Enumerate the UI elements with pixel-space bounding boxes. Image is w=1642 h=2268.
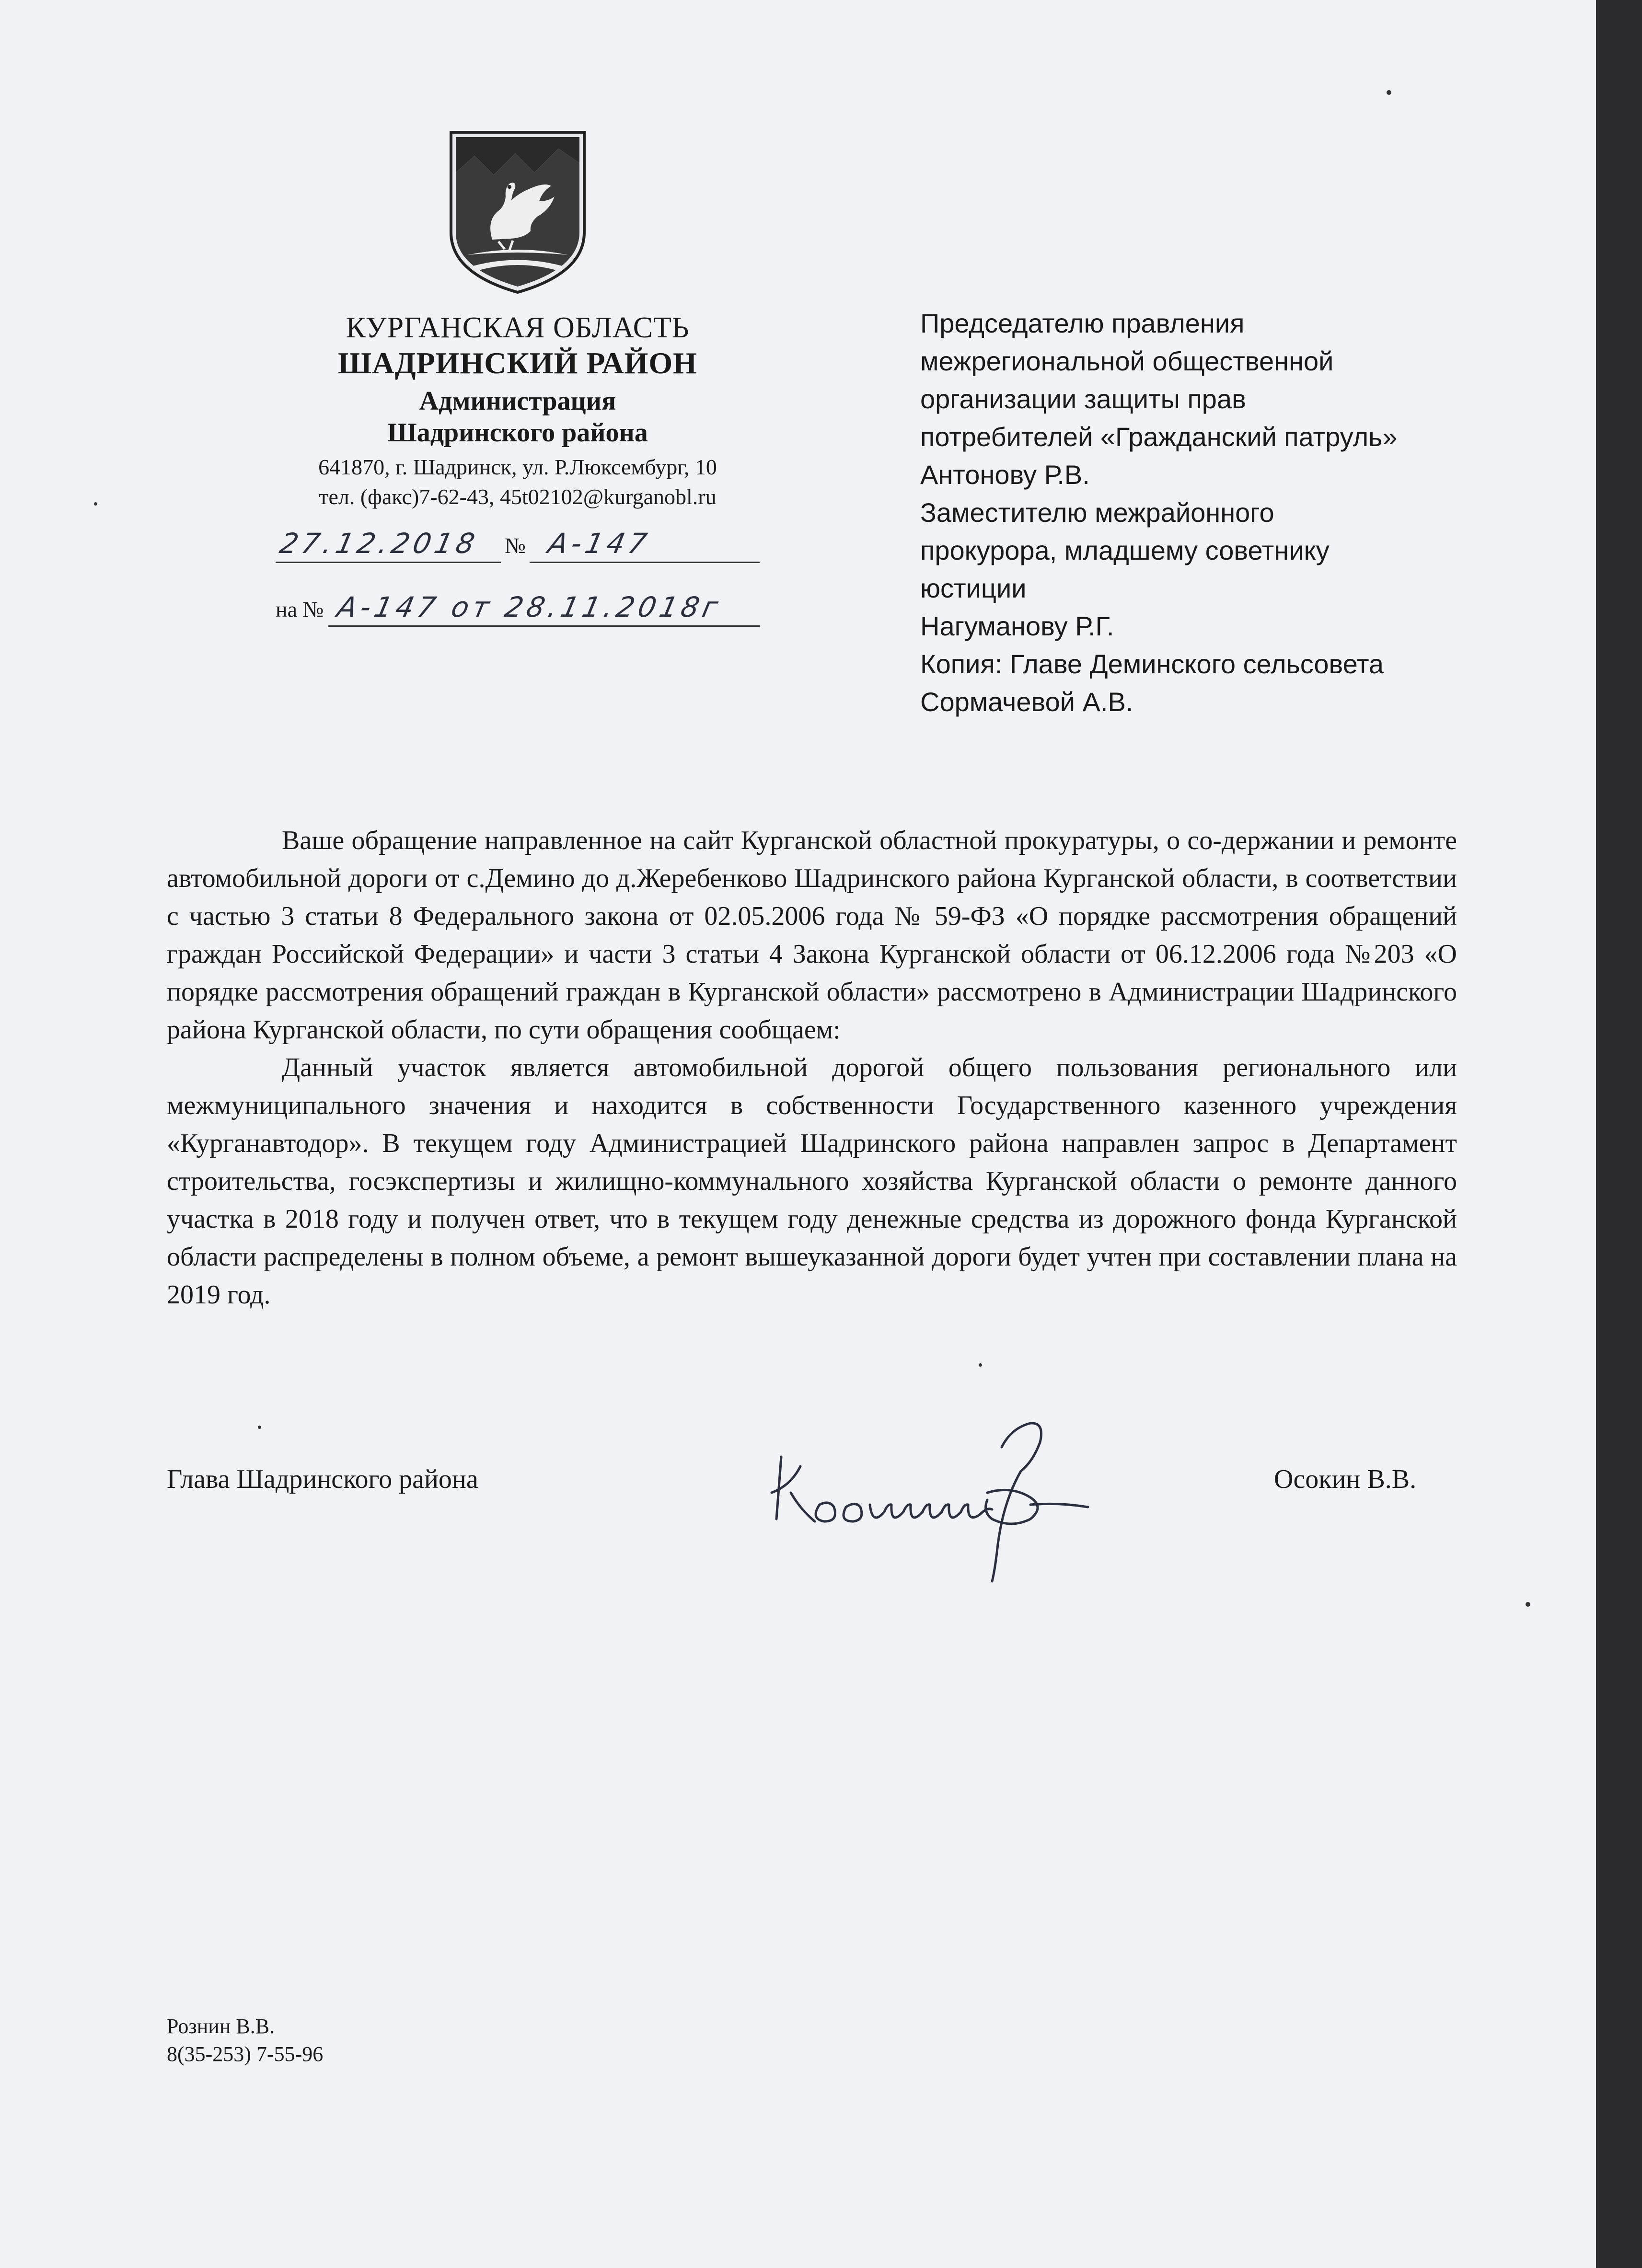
organization-block (230, 311, 805, 512)
body-paragraph-1: Ваше обращение направленное на сайт Курганской областной прокуратуры, о со-держании и ремонте автомобильной дороги от с.Демино до д.Жеребенково Шадринского района Курганской области, в соответствии с частью 3 статьи 8 Федерального закона от 02.05.2006 года № 59-ФЗ «О порядке рассмотрения обращений граждан Российской Федерации» и части 3 статьи 4 Закона Курганской области от 06.12.2006 года №203 «О порядке рассмотрения обращений граждан в Курганской области» рассмотрено в Администрации Шадринского района Курганской области, по сути обращения сообщаем: (167, 826, 1457, 1045)
administration-line-1: Администрация (419, 386, 616, 416)
reply-reference: А-147 от 28.11.2018г (334, 591, 725, 623)
organization-address: 641870, г. Шадринск, ул. Р.Люксембург, 10 (318, 455, 717, 479)
scan-speck (979, 1363, 982, 1367)
addressee-line: юстиции (920, 573, 1027, 603)
addressee-line: Председателю правления (920, 308, 1245, 338)
registration-number-sign: № (505, 533, 526, 558)
signatory-name: Осокин В.В. (1274, 1464, 1417, 1494)
addressee-line: Копия: Главе Деминского сельсовета (920, 649, 1384, 679)
addressee-line: Сормачевой А.В. (920, 687, 1133, 717)
addressee-line: Нагуманову Р.Г. (920, 611, 1114, 641)
registration-date: 27.12.2018 (277, 527, 482, 560)
reply-reference-label: на № (276, 597, 324, 622)
body-paragraph-2: Данный участок является автомобильной дорогой общего пользования регионального или межмуниципального значения и находится в собственности Государственного казенного учреждения «Курганавтодор». В текущем году Администрацией Шадринского района направлен запрос в Департамент строительства, госэкспертизы и жилищно-коммунального хозяйства Курганской области о ремонте данного участка в 2018 году и получен ответ, что в текущем году денежные средства из дорожного фонда Курганской области распределены в полном объеме, а ремонт вышеуказанной дороги будет учтен при составлении плана на 2019 год. (167, 1053, 1457, 1310)
registration-number-field (530, 527, 760, 563)
district-name: ШАДРИНСКИЙ РАЙОН (338, 346, 697, 380)
addressee-line: прокурора, младшему советнику (920, 535, 1330, 565)
handwritten-signature (762, 1409, 1145, 1591)
scan-speck (1526, 1602, 1530, 1607)
scan-speck (258, 1426, 261, 1429)
letter-body (167, 822, 1457, 1314)
scan-speck (94, 502, 97, 506)
addressee-line: потребителей «Гражданский патруль» (920, 422, 1398, 452)
addressee-line: организации защиты прав (920, 384, 1246, 414)
registration-number: А-147 (545, 527, 654, 560)
addressee-line: межрегиональной общественной (920, 346, 1334, 376)
executor-phone: 8(35-253) 7-55-96 (167, 2042, 324, 2066)
registration-date-field (276, 527, 501, 563)
addressee-line: Заместителю межрайонного (920, 497, 1274, 528)
reply-reference-line (276, 591, 760, 628)
signatory-position: Глава Шадринского района (167, 1464, 478, 1494)
region-name: КУРГАНСКАЯ ОБЛАСТЬ (346, 311, 690, 344)
registration-line (276, 527, 760, 564)
scan-speck (1387, 90, 1391, 95)
reply-reference-field (328, 591, 760, 627)
executor-name: Рознин В.В. (167, 2015, 275, 2038)
organization-contacts: тел. (факс)7-62-43, 45t02102@kurganobl.ru (319, 484, 717, 509)
scan-edge (1596, 0, 1642, 2268)
coat-of-arms-emblem (448, 129, 587, 295)
addressee-line: Антонову Р.В. (920, 460, 1090, 490)
addressee-block (920, 304, 1519, 721)
executor-footer (167, 2013, 323, 2068)
administration-line-2: Шадринского района (387, 418, 648, 448)
